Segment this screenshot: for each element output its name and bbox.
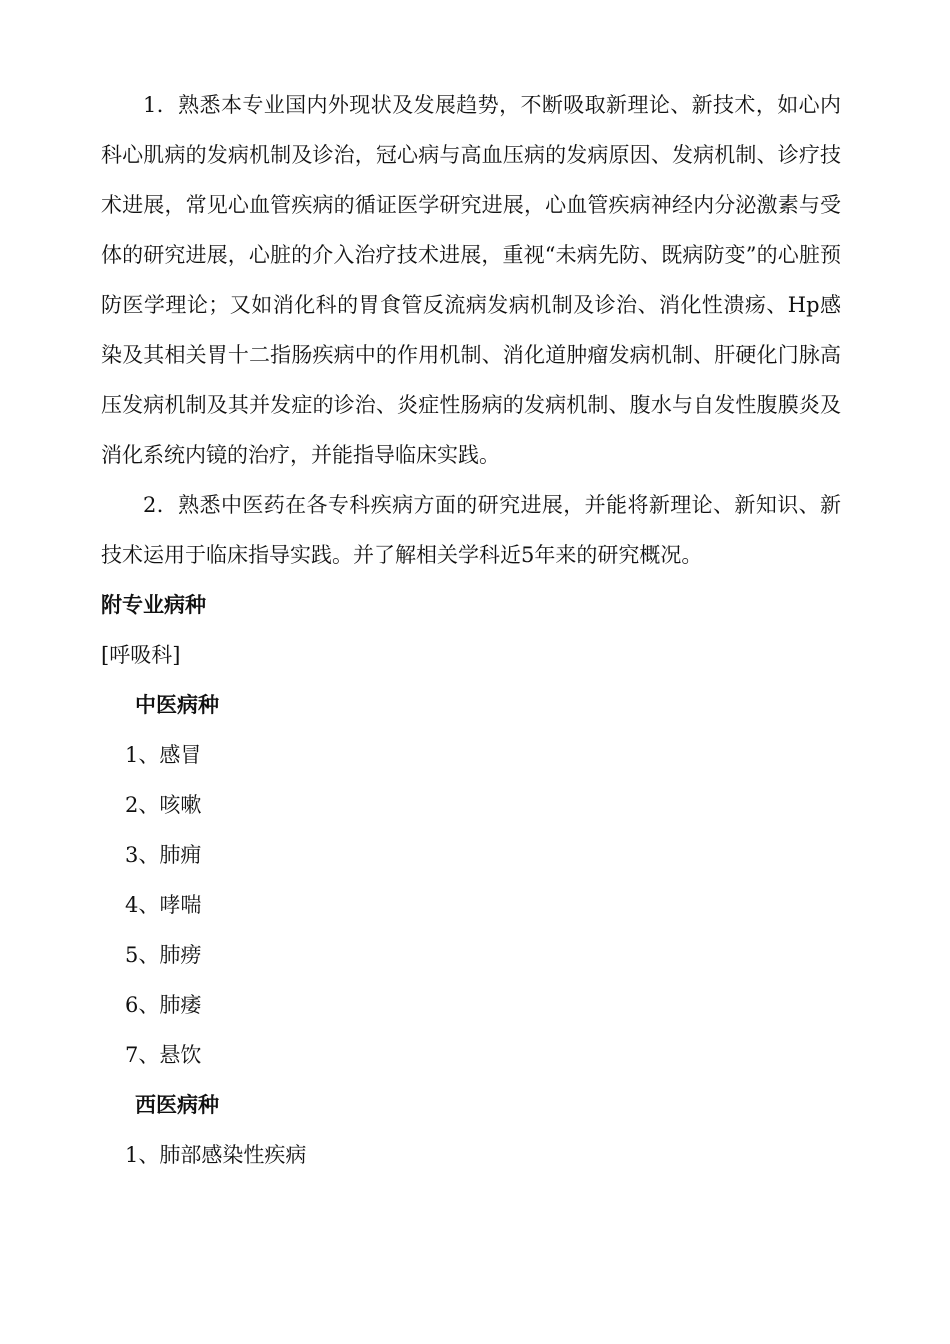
- appendix-title: 附专业病种: [101, 592, 206, 617]
- tcm-disease-item: 6、肺痿: [125, 993, 202, 1017]
- tcm-disease-item: 1、感冒: [125, 743, 202, 767]
- paragraph-1: [101, 80, 841, 480]
- tcm-disease-item: 5、肺痨: [125, 943, 202, 967]
- paragraph-2: [101, 480, 841, 580]
- wm-heading: 西医病种: [135, 1092, 219, 1117]
- tcm-disease-item: 4、哮喘: [125, 893, 202, 917]
- tcm-disease-item: 3、肺痈: [125, 843, 202, 867]
- wm-disease-item: 1、肺部感染性疾病: [125, 1143, 307, 1167]
- tcm-disease-item: 7、悬饮: [125, 1043, 202, 1067]
- department-label: [呼吸科]: [101, 643, 181, 667]
- tcm-disease-item: 2、咳嗽: [125, 793, 202, 817]
- tcm-heading: 中医病种: [135, 692, 219, 717]
- paragraph-2-text: 2．熟悉中医药在各专科疾病方面的研究进展，并能将新理论、新知识、新技术运用于临床指导实践。并了解相关学科近5年来的研究概况。: [101, 493, 841, 567]
- paragraph-1-text: 1．熟悉本专业国内外现状及发展趋势，不断吸取新理论、新技术，如心内科心肌病的发病机制及诊治，冠心病与高血压病的发病原因、发病机制、诊疗技术进展，常见心血管疾病的循证医学研究进展，心血管疾病神经内分泌激素与受体的研究进展，心脏的介入治疗技术进展，重视“未病先防、既病防变”的心脏预防医学理论；又如消化科的胃食管反流病发病机制及诊治、消化性溃疡、Hp感染及其相关胃十二指肠疾病中的作用机制、消化道肿瘤发病机制、肝硬化门脉高压发病机制及其并发症的诊治、炎症性肠病的发病机制、腹水与自发性腹膜炎及消化系统内镜的治疗，并能指导临床实践。: [101, 93, 841, 467]
